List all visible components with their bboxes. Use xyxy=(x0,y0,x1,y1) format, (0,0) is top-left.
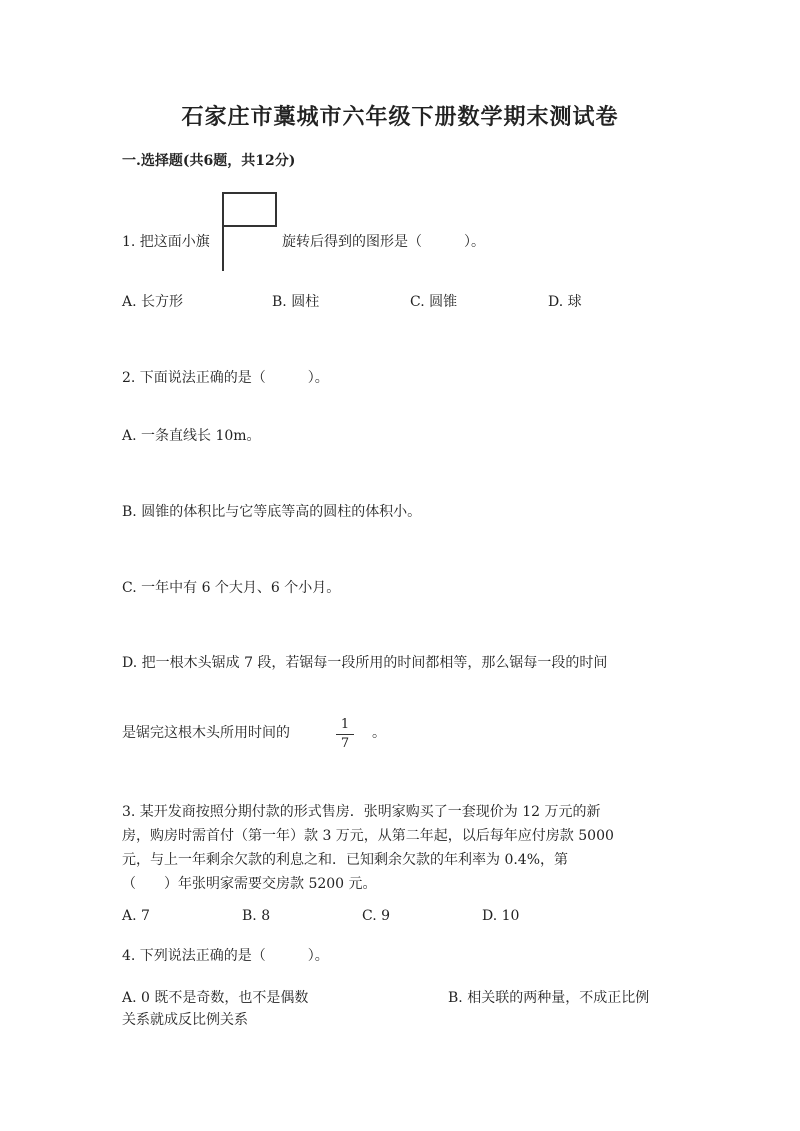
flag-cloth xyxy=(224,192,277,227)
q1-option-a: A. 长方形 xyxy=(122,294,184,310)
q2-option-d-line1: D. 把一根木头锯成 7 段，若锯每一段所用的时间都相等，那么锯每一段的时间 xyxy=(122,655,608,671)
q3-stem xyxy=(122,800,672,896)
q4-option-b-continued: 关系就成反比例关系 xyxy=(122,1012,248,1028)
q2-option-d-end: 。 xyxy=(372,725,386,741)
q2-option-d-line2: 是锯完这根木头所用时间的 xyxy=(122,725,290,741)
q4-option-b: B. 相关联的两种量，不成正比例 xyxy=(448,990,650,1006)
q3-stem-line: （ ）年张明家需要交房款 5200 元。 xyxy=(122,876,377,892)
q3-stem-line: 元，与上一年剩余欠款的利息之和．已知剩余欠款的年利率为 0.4%，第 xyxy=(122,852,569,868)
q1-option-b: B. 圆柱 xyxy=(272,294,320,310)
q1-stem-before: 1. 把这面小旗 xyxy=(122,234,210,250)
q1-option-d: D. 球 xyxy=(548,294,582,310)
fraction-one-seventh xyxy=(336,717,354,752)
fraction-numerator: 1 xyxy=(340,717,350,732)
q3-option-b: B. 8 xyxy=(242,908,271,924)
q2-option-c: C. 一年中有 6 个大月、6 个小月。 xyxy=(122,580,341,596)
fraction-bar xyxy=(336,734,354,735)
q3-stem-line: 3. 某开发商按照分期付款的形式售房．张明家购买了一套现价为 12 万元的新 xyxy=(122,804,601,820)
q2-option-b: B. 圆锥的体积比与它等底等高的圆柱的体积小。 xyxy=(122,504,422,520)
q4-option-a: A. 0 既不是奇数，也不是偶数 xyxy=(122,990,309,1006)
page-title: 石家庄市藁城市六年级下册数学期末测试卷 xyxy=(181,104,619,130)
q2-stem: 2. 下面说法正确的是（ ）。 xyxy=(122,370,329,386)
q3-stem-line: 房，购房时需首付（第一年）款 3 万元，从第二年起，以后每年应付房款 5000 xyxy=(122,828,614,844)
q3-option-d: D. 10 xyxy=(482,908,520,924)
q1-option-c: C. 圆锥 xyxy=(410,294,458,310)
q3-option-a: A. 7 xyxy=(122,908,150,924)
q2-option-a: A. 一条直线长 10m。 xyxy=(122,428,261,444)
fraction-denominator: 7 xyxy=(340,736,350,751)
q4-stem: 4. 下列说法正确的是（ ）。 xyxy=(122,948,329,964)
section-heading: 一.选择题(共6题，共12分) xyxy=(122,153,296,169)
q3-option-c: C. 9 xyxy=(362,908,391,924)
q1-stem-after: 旋转后得到的图形是（ ）。 xyxy=(282,234,485,250)
